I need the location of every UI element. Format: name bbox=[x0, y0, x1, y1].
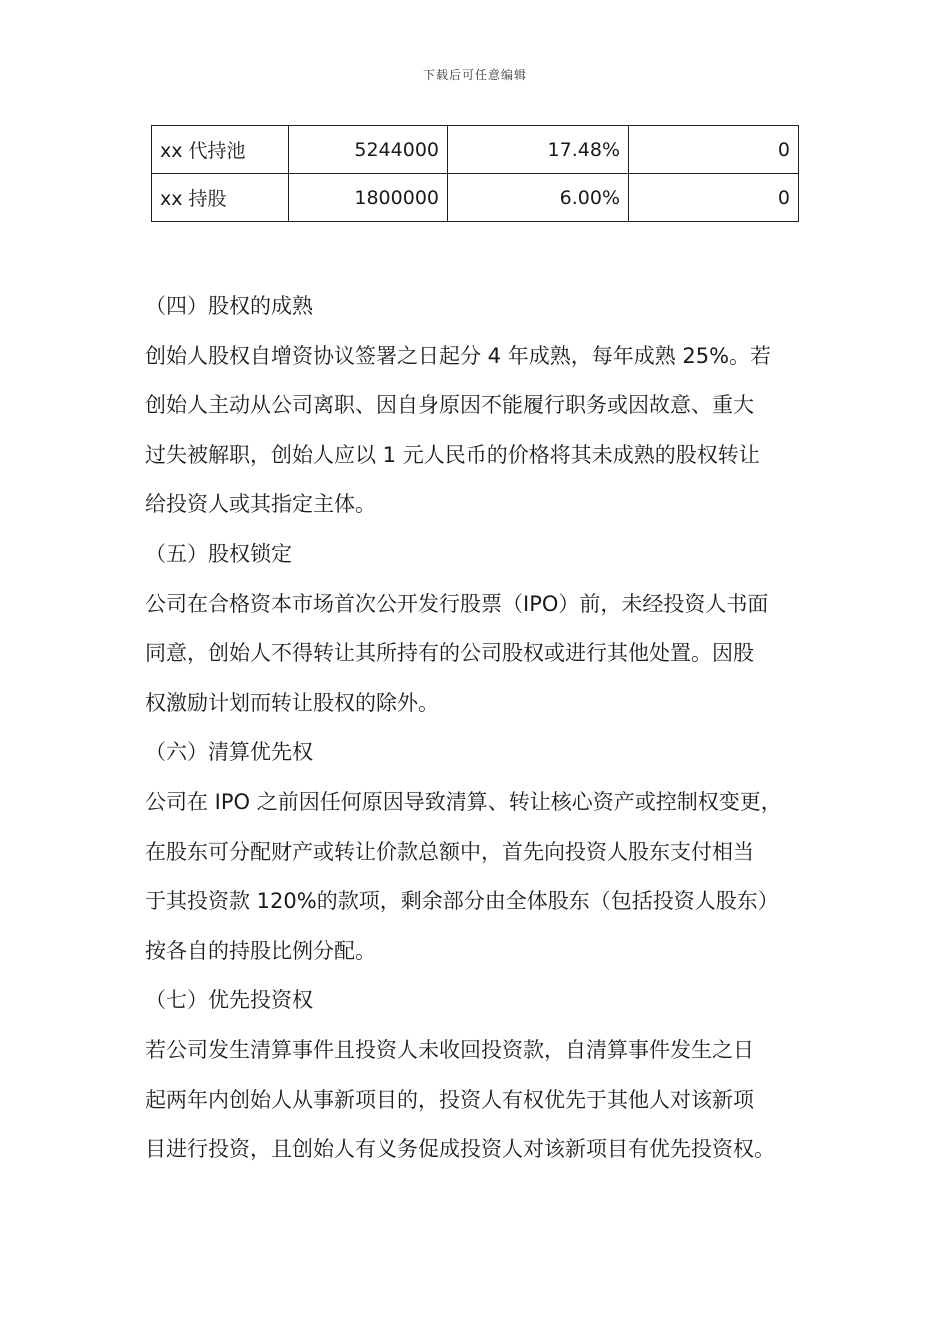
section-heading: （六）清算优先权 bbox=[145, 740, 313, 765]
share-percent: 17.48% bbox=[448, 126, 629, 174]
shareholder-name: xx 代持池 bbox=[152, 126, 289, 174]
paragraph-line: 公司在合格资本市场首次公开发行股票（IPO）前，未经投资人书面 bbox=[145, 591, 769, 616]
document-body bbox=[145, 282, 817, 1175]
paragraph-line: 若公司发生清算事件且投资人未收回投资款，自清算事件发生之日 bbox=[145, 1037, 754, 1062]
table-row bbox=[152, 174, 799, 222]
paragraph-line: 按各自的持股比例分配。 bbox=[145, 938, 376, 963]
share-value: 0 bbox=[629, 126, 799, 174]
share-value: 0 bbox=[629, 174, 799, 222]
paragraph-line: 目进行投资，且创始人有义务促成投资人对该新项目有优先投资权。 bbox=[145, 1137, 775, 1162]
paragraph-line: 创始人主动从公司离职、因自身原因不能履行职务或因故意、重大 bbox=[145, 393, 754, 418]
paragraph-line: 公司在 IPO 之前因任何原因导致清算、转让核心资产或控制权变更， bbox=[145, 789, 782, 814]
table-row bbox=[152, 126, 799, 174]
shareholder-name: xx 持股 bbox=[152, 174, 289, 222]
paragraph-line: 给投资人或其指定主体。 bbox=[145, 492, 376, 517]
shareholding-table bbox=[151, 125, 799, 222]
paragraph-line: 过失被解职，创始人应以 1 元人民币的价格将其未成熟的股权转让 bbox=[145, 442, 760, 467]
page-header: 下载后可任意编辑 bbox=[422, 68, 527, 82]
share-percent: 6.00% bbox=[448, 174, 629, 222]
paragraph-line: 起两年内创始人从事新项目的，投资人有权优先于其他人对该新项 bbox=[145, 1087, 754, 1112]
paragraph-line: 创始人股权自增资协议签署之日起分 4 年成熟，每年成熟 25%。若 bbox=[145, 343, 772, 368]
paragraph-line: 在股东可分配财产或转让价款总额中，首先向投资人股东支付相当 bbox=[145, 839, 754, 864]
section-heading: （四）股权的成熟 bbox=[145, 294, 313, 318]
paragraph-line: 权激励计划而转让股权的除外。 bbox=[145, 690, 439, 715]
share-count: 5244000 bbox=[289, 126, 448, 174]
section-heading: （七）优先投资权 bbox=[145, 988, 313, 1013]
paragraph-line: 于其投资款 120%的款项，剩余部分由全体股东（包括投资人股东） bbox=[145, 889, 779, 914]
section-heading: （五）股权锁定 bbox=[145, 541, 292, 566]
paragraph-line: 同意，创始人不得转让其所持有的公司股权或进行其他处置。因股 bbox=[145, 641, 754, 666]
share-count: 1800000 bbox=[289, 174, 448, 222]
